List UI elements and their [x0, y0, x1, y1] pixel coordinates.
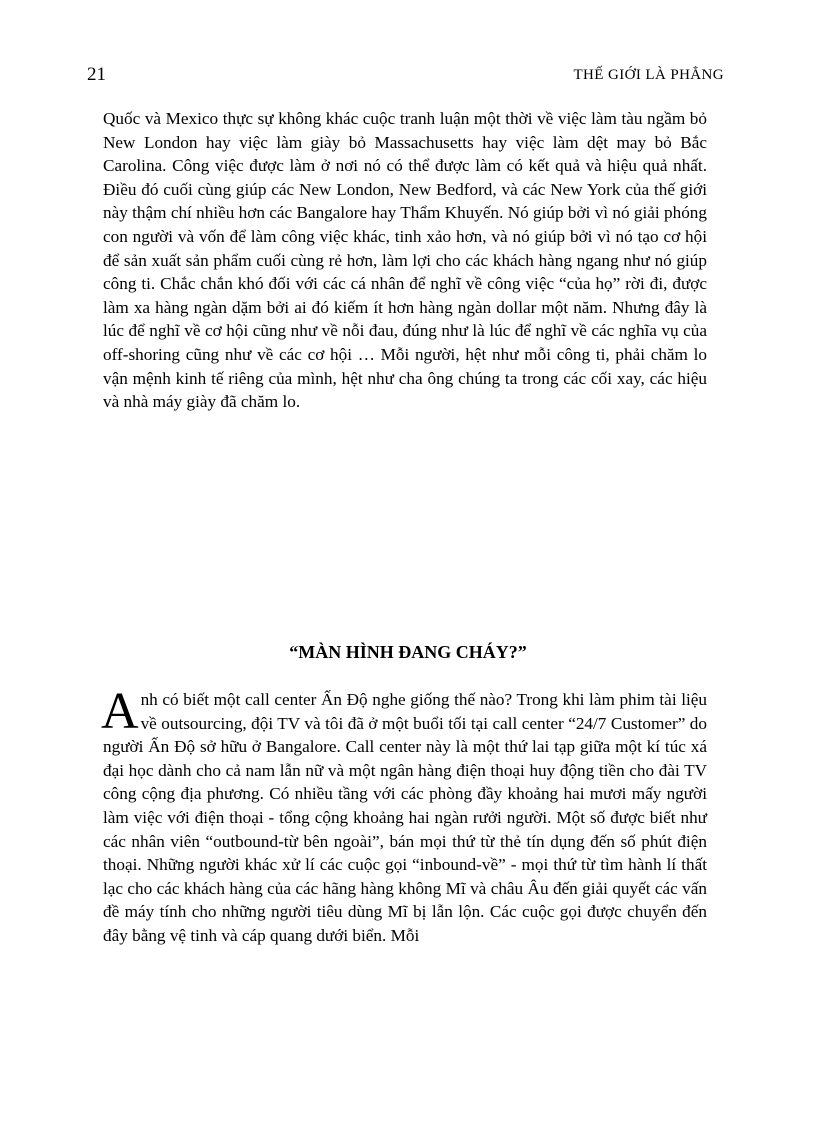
paragraph-2-text: nh có biết một call center Ấn Độ nghe giống thế nào? Trong khi làm phim tài liệu về outsourcing, đội TV và tôi đã ở một buổi tối tại call center “24/7 Customer” do người Ấn Độ sở hữu ở Bangalore. Call center này là một thứ lai tạp giữa một kí túc xá đại học dành cho cả nam lẫn nữ và một ngân hàng điện thoại huy động tiền cho đài TV công cộng địa phương. Có nhiều tầng với các phòng đầy khoảng hai mươi mấy người làm việc với điện thoại - tổng cộng khoảng hai ngàn rưởi người. Một số được biết như các nhân viên “outbound-từ bên ngoài”, bán mọi thứ từ thẻ tín dụng đến số phút điện thoại. Những người khác xử lí các cuộc gọi “inbound-về” - mọi thứ từ tìm hành lí thất lạc cho các khách hàng của các hãng hàng không Mĩ và châu Âu đến giải quyết các vấn đề máy tính cho những người tiêu dùng Mĩ bị lẫn lộn. Các cuộc gọi được chuyển đến đây bằng vệ tinh và cáp quang dưới biển. Mỗi	[103, 690, 707, 945]
paragraph-2	[101, 683, 707, 948]
drop-cap: A	[101, 683, 139, 740]
page-number: 21	[87, 64, 106, 85]
paragraph-1: Quốc và Mexico thực sự không khác cuộc tranh luận một thời về việc làm tàu ngầm bỏ New London hay việc làm giày bỏ Massachusetts hay việc làm dệt may bỏ Bắc Carolina. Công việc được làm ở nơi nó có thể được làm có kết quả và hiệu quả nhất. Điều đó cuối cùng giúp các New London, New Bedford, và các New York của thế giới này thậm chí nhiều hơn các Bangalore hay Thẩm Khuyến. Nó giúp bởi vì nó giải phóng con người và vốn để làm công việc khác, tinh xảo hơn, và nó giúp bởi vì nó tạo cơ hội để sản xuất sản phẩm cuối cùng rẻ hơn, làm lợi cho các khách hàng ngang như nó giúp công ti. Chắc chắn khó đối với các cá nhân để nghĩ về công việc “của họ” rời đi, được làm xa hàng ngàn dặm bởi ai đó kiếm ít hơn hàng ngàn dollar một năm. Nhưng đây là lúc để nghĩ về cơ hội cũng như về nỗi đau, đúng như là lúc để nghĩ về các nghĩa vụ của off-shoring cũng như về các cơ hội … Mỗi người, hệt như mỗi công ti, phải chăm lo vận mệnh kinh tế riêng của mình, hệt như cha ông chúng ta trong các cối xay, các hiệu và nhà máy giày đã chăm lo.	[103, 109, 707, 412]
section-title: “MÀN HÌNH ĐANG CHÁY?”	[289, 642, 527, 662]
running-title: THẾ GIỚI LÀ PHẲNG	[573, 67, 724, 83]
